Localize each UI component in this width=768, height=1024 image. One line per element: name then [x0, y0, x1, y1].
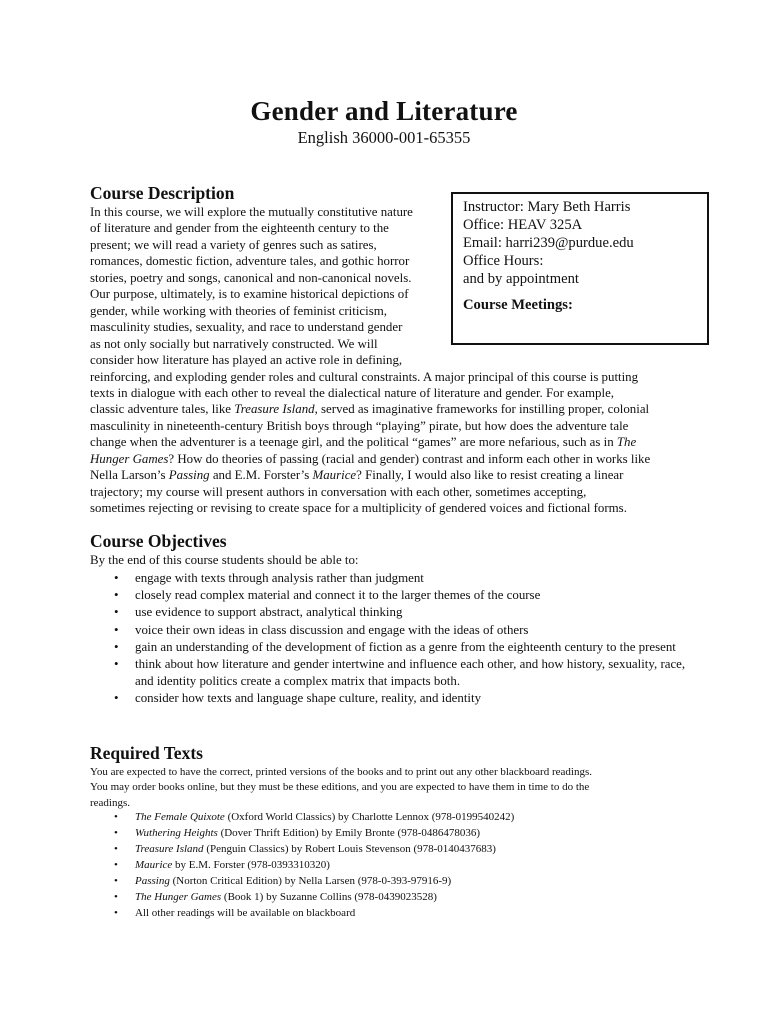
text-run: ? Finally, I would also like to resist creating a linear — [356, 468, 624, 483]
book-title: Maurice — [135, 859, 173, 871]
intro-line: readings. — [90, 796, 131, 809]
book-title: Hunger Games — [90, 451, 169, 466]
description-line: stories, poetry and songs, canonical and non-canonical novels. — [90, 270, 412, 285]
objective-text: engage with texts through analysis rather than judgment — [135, 571, 424, 585]
objectives-intro: By the end of this course students should be able to: — [90, 553, 359, 567]
description-line: as not only socially but narratively constructed. We will — [90, 336, 378, 351]
bullet: • — [114, 843, 118, 855]
course-objectives-heading: Course Objectives — [90, 531, 227, 551]
book-title: Passing — [135, 875, 170, 887]
course-description-heading: Course Description — [90, 183, 235, 203]
description-line: In this course, we will explore the mutually constitutive nature — [90, 205, 413, 219]
list-item — [90, 905, 690, 921]
bullet: • — [114, 588, 119, 603]
bullet: • — [114, 571, 119, 585]
objective-text: use evidence to support abstract, analytical thinking — [135, 605, 403, 620]
book-details: (Norton Critical Edition) by Nella Larsen (978-0-393-97916-9) — [169, 875, 452, 887]
bullet: • — [114, 907, 118, 919]
objective-text: gain an understanding of the development of fiction as a genre from the eighteenth century to the present — [135, 639, 676, 654]
description-line — [90, 434, 686, 450]
description-line: sometimes rejecting or revising to create space for a multiplicity of gendered voices and fictional forms. — [90, 501, 627, 516]
bullet: • — [114, 859, 118, 871]
intro-line: You may order books online, but they must be these editions, and you are expected to have them in time to do the — [90, 781, 590, 794]
book-title: Maurice — [312, 468, 357, 483]
list-item — [90, 656, 690, 690]
list-item — [90, 809, 690, 825]
course-meetings-label: Course Meetings: — [463, 297, 573, 313]
description-line: trajectory; my course will present authors in conversation with each other, sometimes accepting, — [90, 484, 587, 499]
description-line: romances, domestic fiction, adventure tales, and gothic horror — [90, 254, 410, 269]
description-line: texts in dialogue with each other to reveal the dialectical nature of literature and gender. For example, — [90, 385, 615, 400]
bullet: • — [114, 622, 119, 637]
description-line: masculinity in nineteenth-century British boys through “playing” pirate, but how does the adventure tale — [90, 418, 629, 433]
description-line: gender, while working with theories of feminist criticism, — [90, 303, 387, 318]
required-texts-list — [90, 809, 690, 921]
book-details: (Dover Thrift Edition) by Emily Bronte (978-0486478036) — [217, 827, 481, 839]
objectives-list — [90, 570, 690, 708]
office-location: Office: HEAV 325A — [463, 217, 583, 233]
book-title: Treasure Island — [234, 402, 315, 417]
course-description-text — [90, 204, 686, 517]
book-title: Passing — [168, 468, 210, 483]
description-line — [90, 401, 686, 417]
book-details: (Penguin Classics) by Robert Louis Stevenson (978-0140437683) — [203, 843, 496, 855]
book-title: The Hunger Games — [135, 891, 222, 903]
book-title: The — [616, 435, 637, 450]
objective-text: think about how literature and gender intertwine and influence each other, and how history, sexuality, race, and identity politics create a complex matrix that impacts both. — [135, 657, 686, 689]
book-title: Wuthering Heights — [135, 827, 218, 839]
bullet: • — [114, 639, 119, 654]
list-item — [90, 622, 690, 639]
description-line — [90, 467, 686, 483]
course-code: English 36000-001-65355 — [297, 128, 471, 147]
list-item — [90, 825, 690, 841]
appointment-note: and by appointment — [463, 271, 579, 287]
list-item — [90, 639, 690, 656]
instructor-name: Instructor: Mary Beth Harris — [463, 199, 631, 215]
bullet: • — [114, 657, 119, 672]
text-run: Nella Larson’s — [90, 468, 169, 483]
description-line: masculinity studies, sexuality, and race to understand gender — [90, 320, 403, 335]
list-item — [90, 873, 690, 889]
objective-text: closely read complex material and connect it to the larger themes of the course — [135, 588, 541, 603]
objective-text: consider how texts and language shape culture, reality, and identity — [135, 691, 482, 706]
list-item — [90, 604, 690, 621]
list-item — [90, 570, 690, 587]
bullet: • — [114, 875, 118, 887]
description-line — [90, 451, 686, 467]
list-item — [90, 587, 690, 604]
description-line: of literature and gender from the eighteenth century to the — [90, 221, 389, 236]
list-item — [90, 889, 690, 905]
book-title: The Female Quixote — [135, 811, 225, 823]
required-texts-intro — [90, 765, 686, 811]
intro-line: You are expected to have the correct, printed versions of the books and to print out any other blackboard readings. — [90, 766, 592, 778]
bullet: • — [114, 811, 118, 823]
list-item — [90, 690, 690, 707]
text-run: , served as imaginative frameworks for instilling proper, colonial — [314, 402, 650, 417]
bullet: • — [114, 891, 118, 903]
office-hours-label: Office Hours: — [463, 253, 544, 269]
description-line: consider how literature has played an active role in defining, — [90, 353, 403, 368]
bullet: • — [114, 691, 119, 706]
text-run: and E.M. Forster’s — [209, 468, 313, 483]
book-details: (Oxford World Classics) by Charlotte Lennox (978-0199540242) — [224, 811, 515, 823]
objective-text: voice their own ideas in class discussion and engage with the ideas of others — [135, 622, 529, 637]
text-run: ? How do theories of passing (racial and gender) contrast and inform each other in works like — [168, 451, 651, 466]
instructor-email: Email: harri239@purdue.edu — [463, 235, 634, 251]
text-run: change when the adventurer is a teenage girl, and the political “games” are more nefarious, such as in — [90, 435, 617, 450]
book-details: (Book 1) by Suzanne Collins (978-0439023528) — [221, 891, 437, 903]
book-details: by E.M. Forster (978-0393310320) — [172, 859, 330, 871]
description-line: present; we will read a variety of genres such as satires, — [90, 237, 377, 252]
bullet: • — [114, 827, 118, 839]
book-title: Treasure Island — [135, 843, 204, 855]
bullet: • — [114, 605, 119, 620]
list-item — [90, 857, 690, 873]
book-details: All other readings will be available on blackboard — [135, 907, 356, 919]
page-title: Gender and Literature — [250, 96, 518, 126]
text-run: classic adventure tales, like — [90, 402, 235, 417]
description-line: Our purpose, ultimately, is to examine historical depictions of — [90, 287, 409, 302]
required-texts-heading: Required Texts — [90, 743, 203, 763]
list-item — [90, 841, 690, 857]
description-line: reinforcing, and exploding gender roles and cultural constraints. A major principal of this course is putting — [90, 369, 639, 384]
